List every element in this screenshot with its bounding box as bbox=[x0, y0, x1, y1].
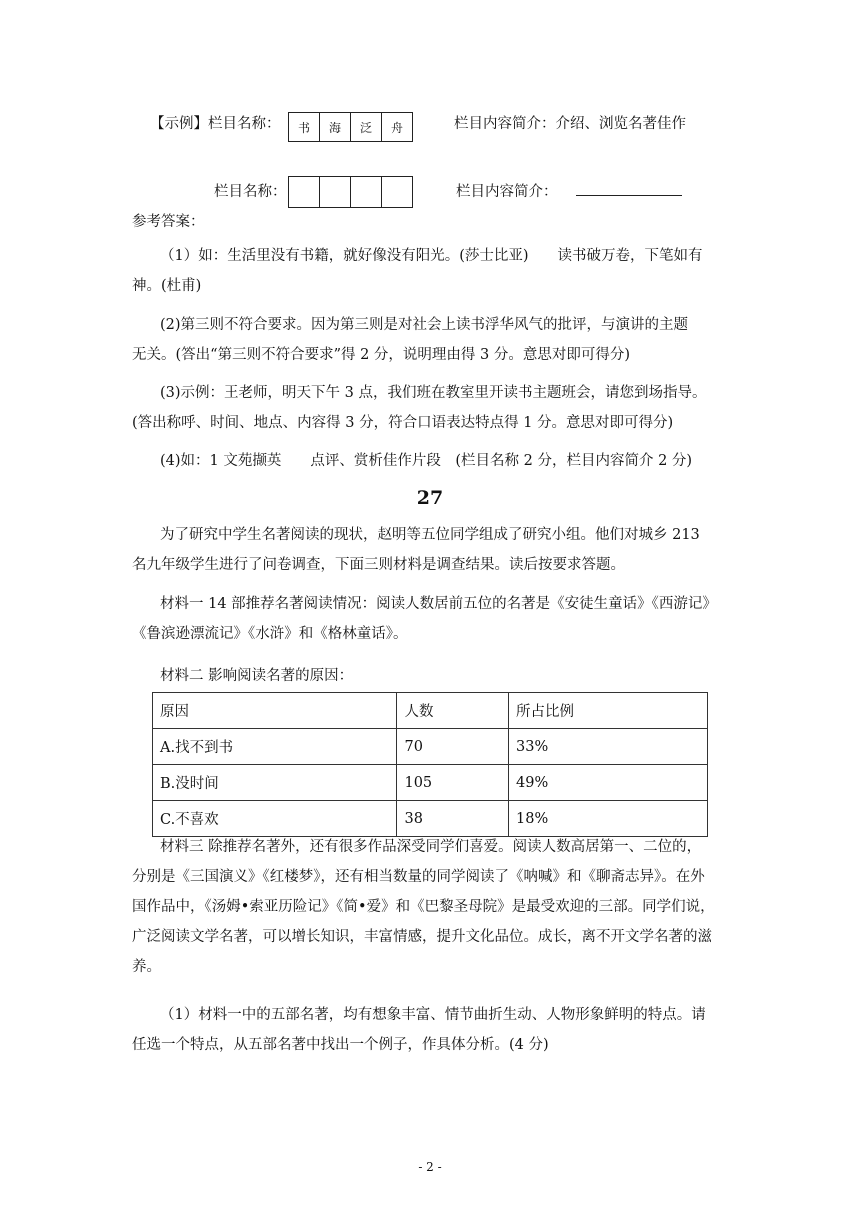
question-1 bbox=[132, 1000, 728, 1060]
answer-line: (2)第三则不符合要求。因为第三则是对社会上读书浮华风气的批评，与演讲的主题 bbox=[160, 317, 689, 333]
material-3-line: 国作品中，《汤姆•索亚历险记》《简•爱》和《巴黎圣母院》是最受欢迎的三部。同学们说， bbox=[132, 899, 715, 915]
answer-1 bbox=[132, 241, 728, 301]
table-cell: 18% bbox=[509, 801, 708, 837]
blank-char-box bbox=[289, 177, 320, 207]
intro-paragraph bbox=[132, 520, 728, 580]
material-3-line: 分别是《三国演义》《红楼梦》，还有相当数量的同学阅读了《呐喊》和《聊斋志异》。在外 bbox=[132, 869, 705, 885]
table-row bbox=[153, 765, 708, 801]
material-3-line: 养。 bbox=[132, 959, 161, 975]
example-char-box: 泛 bbox=[351, 113, 382, 141]
table-cell: B.没时间 bbox=[153, 765, 397, 801]
example-name-grid bbox=[288, 112, 413, 142]
question-1-line: 任选一个特点，从五部名著中找出一个例子，作具体分析。(4 分) bbox=[132, 1037, 549, 1053]
answer-2 bbox=[132, 310, 728, 370]
material-1 bbox=[132, 589, 728, 649]
answer-line: （1）如：生活里没有书籍，就好像没有阳光。(莎士比亚) 读书破万卷，下笔如有 bbox=[160, 248, 703, 264]
page-number: - 2 - bbox=[418, 1160, 442, 1174]
material-3-line: 材料三 除推荐名著外，还有很多作品深受同学们喜爱。阅读人数高居第一、二位的， bbox=[160, 839, 702, 855]
material-1-line: 材料一 14 部推荐名著阅读情况：阅读人数居前五位的名著是《安徒生童话》《西游记》 bbox=[160, 596, 717, 612]
table-cell: 49% bbox=[509, 765, 708, 801]
blank-name-grid bbox=[288, 176, 413, 208]
blank-line bbox=[576, 181, 682, 196]
intro-line: 名九年级学生进行了问卷调查，下面三则材料是调查结果。读后按要求答题。 bbox=[132, 557, 625, 573]
example-char-box: 书 bbox=[289, 113, 320, 141]
blank-char-box bbox=[351, 177, 382, 207]
material-3-line: 广泛阅读文学名著，可以增长知识，丰富情感，提升文化品位。成长，离不开文学名著的滋 bbox=[132, 929, 712, 945]
table-cell: A.找不到书 bbox=[153, 729, 397, 765]
reason-table bbox=[152, 692, 708, 837]
intro-line: 为了研究中学生名著阅读的现状，赵明等五位同学组成了研究小组。他们对城乡 213 bbox=[160, 527, 700, 543]
table-header-cell: 原因 bbox=[153, 693, 397, 729]
answer-3 bbox=[132, 378, 728, 438]
answer-line: (4)如：1 文苑撷英 点评、赏析佳作片段 (栏目名称 2 分，栏目内容简介 2 分) bbox=[160, 453, 693, 469]
answer-line: (答出称呼、时间、地点、内容得 3 分，符合口语表达特点得 1 分。意思对即可得分) bbox=[132, 415, 674, 431]
table-header-cell: 所占比例 bbox=[509, 693, 708, 729]
table-header-row bbox=[153, 693, 708, 729]
question-number: 27 bbox=[416, 487, 444, 509]
blank-char-box bbox=[320, 177, 351, 207]
blank-row-intro-label: 栏目内容简介： bbox=[456, 184, 558, 200]
blank-row-intro bbox=[456, 180, 682, 201]
question-1-line: （1）材料一中的五部名著，均有想象丰富、情节曲折生动、人物形象鲜明的特点。请 bbox=[160, 1007, 706, 1023]
material-3 bbox=[132, 832, 728, 982]
material-1-line: 《鲁滨逊漂流记》《水浒》和《格林童话》。 bbox=[132, 626, 408, 642]
table-cell: 105 bbox=[397, 765, 509, 801]
answer-line: 神。(杜甫) bbox=[132, 278, 202, 294]
example-intro: 栏目内容简介：介绍、浏览名著佳作 bbox=[454, 116, 686, 132]
answer-line: (3)示例：王老师，明天下午 3 点，我们班在教室里开读书主题班会，请您到场指导。 bbox=[160, 385, 707, 401]
table-cell: 33% bbox=[509, 729, 708, 765]
answer-line: 无关。(答出“第三则不符合要求”得 2 分，说明理由得 3 分。意思对即可得分) bbox=[132, 347, 631, 363]
material-2-title: 材料二 影响阅读名著的原因： bbox=[160, 668, 354, 684]
table-header-cell: 人数 bbox=[397, 693, 509, 729]
table-cell: 38 bbox=[397, 801, 509, 837]
example-char-box: 舟 bbox=[390, 120, 403, 135]
table-row bbox=[153, 729, 708, 765]
answer-title: 参考答案： bbox=[132, 214, 205, 230]
blank-char-box bbox=[382, 177, 412, 207]
example-char-box: 海 bbox=[320, 113, 351, 141]
answer-4 bbox=[132, 446, 728, 476]
blank-row-label: 栏目名称： bbox=[214, 184, 287, 200]
example-prefix: 【示例】栏目名称： bbox=[150, 116, 281, 132]
table-cell: C.不喜欢 bbox=[153, 801, 397, 837]
table-cell: 70 bbox=[397, 729, 509, 765]
